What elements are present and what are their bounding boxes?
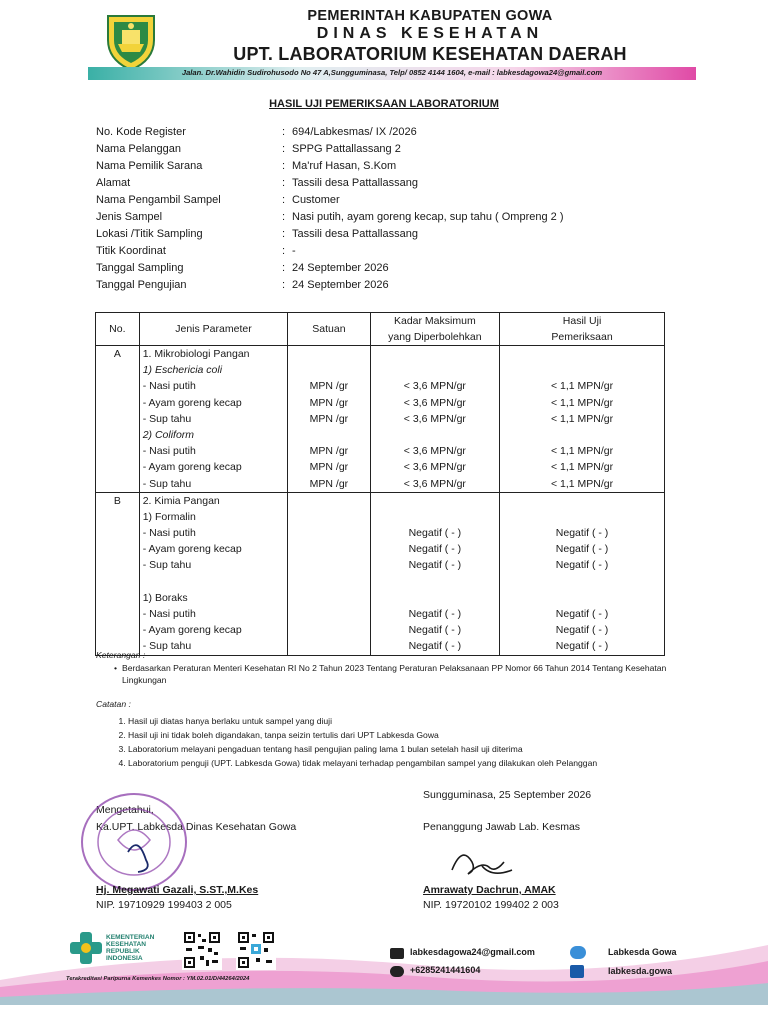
info-value: -: [292, 245, 296, 257]
info-value: Ma'ruf Hasan, S.Kom: [292, 160, 397, 172]
remarks-item: 3. Laboratorium melayani pengaduan tentang hasil pengujian paling lama 1 bulan setelah hasil uji diterima: [128, 743, 676, 755]
letterhead-address: Jalan. Dr.Wahidin Sudirohusodo No 47 A,Sungguminasa, Telp/ 0852 4144 1604, e-mail : labkesdagowa24@gmail.com: [181, 68, 603, 77]
table-row: [96, 574, 665, 590]
footer-email[interactable]: labkesdagowa24@gmail.com: [410, 947, 535, 957]
cell-no: [96, 443, 140, 459]
cell-max-level: < 3,6 MPN/gr: [370, 459, 500, 475]
footer-phone[interactable]: +6285241441604: [410, 965, 481, 975]
gowa-regency-logo: [98, 10, 164, 72]
cell-max-level: < 3,6 MPN/gr: [370, 411, 500, 427]
email-icon: [390, 948, 404, 959]
kemkes-logo: [66, 930, 106, 966]
info-label: Alamat: [96, 177, 131, 189]
header-result-line1: Hasil Uji: [562, 315, 602, 327]
header-parameter: Jenis Parameter: [139, 313, 288, 346]
notes-title: Keterangan :: [96, 650, 146, 660]
info-label: Titik Koordinat: [96, 245, 166, 257]
cell-unit: [288, 606, 370, 622]
letterhead-department: DINAS KESEHATAN: [316, 25, 544, 42]
cell-parameter: - Sup tahu: [139, 411, 288, 427]
table-row: [96, 541, 665, 557]
remarks-section: [96, 699, 676, 771]
info-separator: :: [282, 262, 286, 274]
remarks-item: 4. Laboratorium penguji (UPT. Labkesda Gowa) tidak melayani terhadap pengambilan sampel yang dilakukan oleh Pelanggan: [128, 757, 676, 769]
cell-no: [96, 541, 140, 557]
table-row: [96, 557, 665, 573]
cell-result: Negatif ( - ): [500, 622, 665, 638]
table-row: [96, 509, 665, 525]
table-row: [96, 622, 665, 638]
cell-result: [500, 346, 665, 363]
cell-result: < 1,1 MPN/gr: [500, 378, 665, 394]
cell-unit: [288, 574, 370, 590]
cell-parameter: - Sup tahu: [139, 476, 288, 493]
results-table: [95, 312, 665, 656]
cell-result: Negatif ( - ): [500, 525, 665, 541]
cell-parameter: 1) Boraks: [139, 590, 288, 606]
info-label: Lokasi /Titik Sampling: [96, 228, 203, 240]
cell-unit: [288, 362, 370, 378]
header-unit: Satuan: [288, 313, 370, 346]
cell-no: [96, 395, 140, 411]
cell-parameter: 1) Eschericia coli: [139, 362, 288, 378]
table-row: [96, 459, 665, 475]
signature-right-nip: NIP. 19720102 199402 2 003: [423, 899, 559, 911]
info-value: Nasi putih, ayam goreng kecap, sup tahu ( Ompreng 2 ): [292, 211, 564, 223]
signature-left-nip: NIP. 19710929 199403 2 005: [96, 899, 232, 911]
cell-unit: [288, 622, 370, 638]
cell-no: [96, 606, 140, 622]
remarks-item: 1. Hasil uji diatas hanya berlaku untuk sampel yang diuji: [128, 715, 676, 727]
table-row: [96, 411, 665, 427]
table-row: [96, 395, 665, 411]
info-separator: :: [282, 279, 286, 291]
info-value: Customer: [292, 194, 340, 206]
table-row: [96, 362, 665, 378]
cell-no: [96, 622, 140, 638]
signature-place-date: Sungguminasa, 25 September 2026: [423, 789, 592, 801]
info-label: Nama Pengambil Sampel: [96, 194, 221, 206]
cell-result: Negatif ( - ): [500, 541, 665, 557]
info-row: [96, 143, 672, 160]
sample-info: [96, 126, 672, 296]
cell-max-level: Negatif ( - ): [370, 606, 500, 622]
signature-right-position: Penanggung Jawab Lab. Kesmas: [423, 821, 581, 833]
signature-left-acknowledge: Mengetahui,: [96, 804, 154, 816]
cell-result: [500, 427, 665, 443]
cell-result: < 1,1 MPN/gr: [500, 459, 665, 475]
cell-result: Negatif ( - ): [500, 638, 665, 655]
cell-no: [96, 476, 140, 493]
remarks-item: 2. Hasil uji ini tidak boleh digandakan, tanpa seizin tertulis dari UPT Labkesda Gowa: [128, 729, 676, 741]
info-label: Tanggal Pengujian: [96, 279, 187, 291]
notes-section: [96, 650, 676, 686]
header-max-level: [370, 313, 500, 346]
cell-result: [500, 362, 665, 378]
document-title: HASIL UJI PEMERIKSAAN LABORATORIUM: [269, 98, 499, 110]
cell-no: [96, 509, 140, 525]
info-label: No. Kode Register: [96, 126, 186, 138]
info-value: 694/Labkesmas/ IX /2026: [292, 126, 417, 138]
info-value: Tassili desa Pattallassang: [292, 177, 418, 189]
cell-max-level: < 3,6 MPN/gr: [370, 443, 500, 459]
cell-parameter: - Ayam goreng kecap: [139, 541, 288, 557]
info-label: Tanggal Sampling: [96, 262, 184, 274]
cell-no: A: [96, 346, 140, 363]
footer-accreditation: Terakreditasi Paripurna Kemenkes Nomor : YM.02.01/D/44264/2024: [66, 976, 250, 982]
info-row: [96, 245, 672, 262]
cell-no: [96, 557, 140, 573]
cell-max-level: Negatif ( - ): [370, 541, 500, 557]
cell-parameter: - Nasi putih: [139, 525, 288, 541]
cell-unit: MPN /gr: [288, 378, 370, 394]
cell-no: [96, 459, 140, 475]
info-label: Nama Pemilik Sarana: [96, 160, 203, 172]
cell-unit: MPN /gr: [288, 443, 370, 459]
cell-result: Negatif ( - ): [500, 557, 665, 573]
cell-no: [96, 411, 140, 427]
info-row: [96, 194, 672, 211]
cell-max-level: < 3,6 MPN/gr: [370, 378, 500, 394]
cell-parameter: - Ayam goreng kecap: [139, 395, 288, 411]
info-row: [96, 262, 672, 279]
info-value: 24 September 2026: [292, 262, 389, 274]
cell-result: [500, 492, 665, 509]
cell-max-level: < 3,6 MPN/gr: [370, 395, 500, 411]
header-result-line2: Pemeriksaan: [551, 331, 613, 343]
cell-max-level: < 3,6 MPN/gr: [370, 476, 500, 493]
info-separator: :: [282, 143, 286, 155]
signature-right-name: Amrawaty Dachrun, AMAK: [423, 884, 556, 896]
cell-unit: MPN /gr: [288, 395, 370, 411]
signature-scribble: [442, 840, 522, 884]
cell-parameter: - Nasi putih: [139, 378, 288, 394]
cell-unit: [288, 525, 370, 541]
cell-max-level: [370, 427, 500, 443]
cell-unit: [288, 590, 370, 606]
cell-max-level: Negatif ( - ): [370, 557, 500, 573]
info-row: [96, 211, 672, 228]
cell-max-level: [370, 346, 500, 363]
instagram-icon: [570, 965, 584, 978]
info-row: [96, 228, 672, 245]
cell-no: B: [96, 492, 140, 509]
cell-no: [96, 574, 140, 590]
letterhead: [170, 8, 690, 65]
footer-instagram[interactable]: labkesda.gowa: [608, 966, 673, 976]
info-row: [96, 126, 672, 143]
info-separator: :: [282, 126, 286, 138]
info-row: [96, 279, 672, 296]
info-value: 24 September 2026: [292, 279, 389, 291]
table-row: [96, 346, 665, 363]
cell-max-level: [370, 509, 500, 525]
cell-result: [500, 574, 665, 590]
cell-parameter: 1) Formalin: [139, 509, 288, 525]
header-max-level-line1: Kadar Maksimum: [394, 315, 476, 327]
cell-unit: MPN /gr: [288, 476, 370, 493]
info-value: Tassili desa Pattallassang: [292, 228, 418, 240]
notes-item: • Berdasarkan Peraturan Menteri Kesehatan RI No 2 Tahun 2023 Tentang Peraturan Pelaksanaan PP Nomor 66 Tahun 2014 Tentang Kesehatan Lingkungan: [96, 662, 676, 686]
cell-unit: [288, 346, 370, 363]
header-max-level-line2: yang Diperbolehkan: [388, 331, 482, 343]
letterhead-unit: UPT. LABORATORIUM KESEHATAN DAERAH: [233, 44, 627, 64]
official-stamp: [68, 790, 200, 896]
cell-parameter: 1. Mikrobiologi Pangan: [139, 346, 288, 363]
header-no: No.: [96, 313, 140, 346]
cell-max-level: Negatif ( - ): [370, 525, 500, 541]
table-row: [96, 525, 665, 541]
info-separator: :: [282, 245, 286, 257]
info-separator: :: [282, 194, 286, 206]
table-row: [96, 606, 665, 622]
cell-parameter: - Sup tahu: [139, 638, 288, 655]
qr-code-icon: [182, 930, 222, 970]
remarks-list: [96, 715, 676, 769]
info-label: Jenis Sampel: [96, 211, 163, 223]
qr-code-icon: [236, 930, 276, 970]
cell-parameter: - Ayam goreng kecap: [139, 622, 288, 638]
info-row: [96, 160, 672, 177]
cell-max-level: [370, 362, 500, 378]
table-row: [96, 427, 665, 443]
cell-result: < 1,1 MPN/gr: [500, 476, 665, 493]
cell-parameter: - Ayam goreng kecap: [139, 459, 288, 475]
kemkes-label: KEMENTERIAN KESEHATAN REPUBLIK INDONESIA: [106, 934, 155, 962]
signature-left-position: Ka.UPT. Labkesda Dinas Kesehatan Gowa: [96, 821, 297, 833]
footer-facebook[interactable]: Labkesda Gowa: [608, 947, 677, 957]
table-header-row: [96, 313, 665, 346]
cell-no: [96, 525, 140, 541]
info-value: SPPG Pattallassang 2: [292, 143, 401, 155]
signature-left-name: Hj. Megawati Gazali, S.ST.,M.Kes: [96, 884, 259, 896]
info-separator: :: [282, 160, 286, 172]
cell-parameter: [139, 574, 288, 590]
facebook-icon: [570, 946, 586, 959]
cell-max-level: [370, 590, 500, 606]
cell-max-level: [370, 492, 500, 509]
cell-result: [500, 590, 665, 606]
cell-unit: [288, 541, 370, 557]
info-row: [96, 177, 672, 194]
cell-max-level: Negatif ( - ): [370, 622, 500, 638]
cell-no: [96, 590, 140, 606]
table-row: [96, 476, 665, 493]
cell-parameter: 2. Kimia Pangan: [139, 492, 288, 509]
cell-no: [96, 427, 140, 443]
info-label: Nama Pelanggan: [96, 143, 182, 155]
cell-max-level: Negatif ( - ): [370, 638, 500, 655]
cell-unit: [288, 427, 370, 443]
cell-parameter: 2) Coliform: [139, 427, 288, 443]
cell-result: < 1,1 MPN/gr: [500, 395, 665, 411]
cell-result: < 1,1 MPN/gr: [500, 443, 665, 459]
cell-unit: MPN /gr: [288, 459, 370, 475]
remarks-title: Catatan :: [96, 699, 131, 709]
cell-result: Negatif ( - ): [500, 606, 665, 622]
table-row: [96, 492, 665, 509]
cell-parameter: - Nasi putih: [139, 443, 288, 459]
cell-no: [96, 378, 140, 394]
whatsapp-icon: [390, 966, 404, 977]
cell-max-level: [370, 574, 500, 590]
info-separator: :: [282, 177, 286, 189]
table-row: [96, 378, 665, 394]
table-row: [96, 443, 665, 459]
info-separator: :: [282, 211, 286, 223]
cell-unit: [288, 492, 370, 509]
cell-result: < 1,1 MPN/gr: [500, 411, 665, 427]
cell-result: [500, 509, 665, 525]
letterhead-government: PEMERINTAH KABUPATEN GOWA: [307, 8, 553, 24]
cell-no: [96, 362, 140, 378]
header-result: [500, 313, 665, 346]
cell-unit: [288, 509, 370, 525]
cell-unit: [288, 557, 370, 573]
info-separator: :: [282, 228, 286, 240]
cell-parameter: - Sup tahu: [139, 557, 288, 573]
cell-unit: MPN /gr: [288, 411, 370, 427]
cell-parameter: - Nasi putih: [139, 606, 288, 622]
table-row: [96, 590, 665, 606]
